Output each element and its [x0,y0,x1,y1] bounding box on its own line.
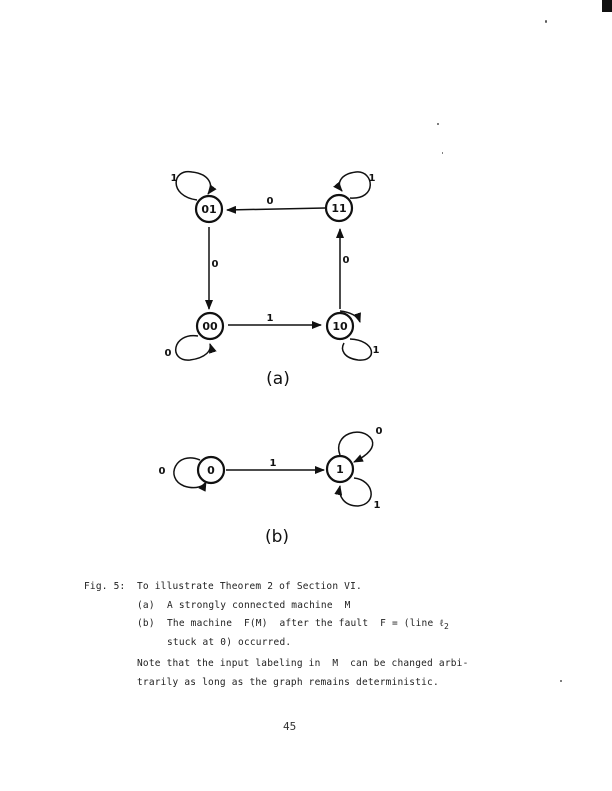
figure-a [165,172,380,389]
state-label: 01 [201,203,217,216]
state-node-00 [197,313,223,339]
caption-item-b-marker: (b) [137,618,155,629]
caption-item-b-subscript: 2 [444,621,450,631]
caption-item-b-main: The machine F(M) after the fault F = (line ℓ [167,618,445,629]
self-loop-label-01: 1 [170,173,178,184]
self-loop-11 [339,172,370,198]
figure-b-label: (b) [264,527,290,547]
self-loop-label-1-bottom: 1 [373,500,381,511]
caption-item-a-text: A strongly connected machine M [167,600,351,611]
figure-number: Fig. 5: [84,581,126,592]
edge-label-10-11: 0 [342,255,350,266]
self-loop-label-00: 0 [164,348,172,359]
self-loop-label-11: 1 [368,173,376,184]
state-label: 10 [332,320,348,333]
self-loop-label-1-top: 0 [375,426,383,437]
state-label: 1 [336,463,344,476]
edge-label-00-10: 1 [266,313,274,324]
self-loop-label-10: 1 [372,345,380,356]
edge-label-01-00: 0 [211,259,219,270]
state-label: 0 [207,464,215,477]
scan-speck [560,680,562,682]
state-node-1 [327,456,353,482]
state-node-01 [196,196,222,222]
edge-label-11-01: 0 [266,196,274,207]
self-loop-00 [176,336,211,360]
figure-a-label: (a) [266,369,290,389]
edge-11-to-01 [227,208,325,210]
caption-item-b-text [167,618,449,631]
caption-item-b-continuation: stuck at 0) occurred. [167,637,292,648]
self-loop-label-0: 0 [158,466,166,477]
caption-item-a-marker: (a) [137,600,155,611]
edge-label-0-1: 1 [269,458,277,469]
caption-note-line-1: Note that the input labeling in M can be changed arbi- [137,658,469,669]
state-label: 11 [331,202,347,215]
state-node-11 [326,195,352,221]
caption-title: To illustrate Theorem 2 of Section VI. [137,581,362,592]
caption-note-line-2: trarily as long as the graph remains deterministic. [137,677,439,688]
state-node-10 [327,313,353,339]
page-number: 45 [283,720,297,733]
state-label: 00 [202,320,218,333]
state-node-0 [198,457,224,483]
figure-b [159,426,383,547]
self-loop-10 [343,339,372,360]
